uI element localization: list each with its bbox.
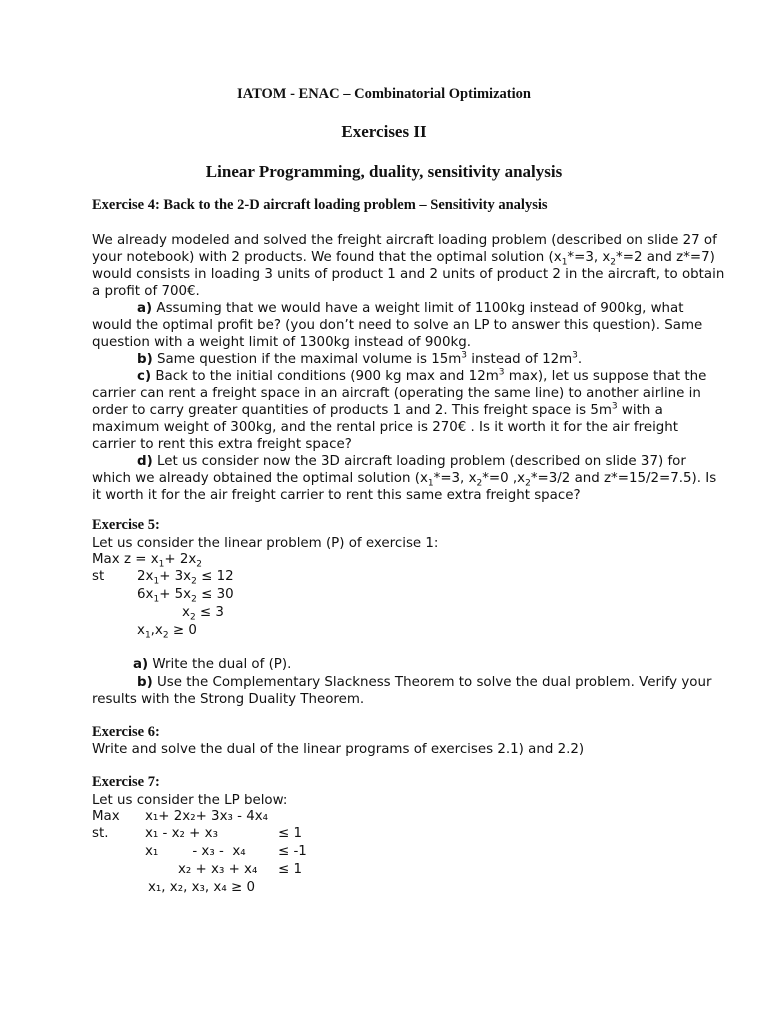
ex7-st-label: st. [92,826,109,841]
ex7-constraint-2-rhs: ≤ -1 [278,844,307,859]
exercise-5-heading: Exercise 5: [92,517,160,533]
ex7-constraint-1-rhs: ≤ 1 [278,826,302,841]
course-title: IATOM - ENAC – Combinatorial Optimization [237,86,531,102]
exercise-6-text: Write and solve the dual of the linear programs of exercises 2.1) and 2.2) [92,742,585,757]
text-line: We already modeled and solved the freight aircraft loading problem (described on slide 27 of [92,233,717,248]
text-line: would the optimal profit be? (you don’t need to solve an LP to answer this question). Same [92,318,703,333]
exercises-title: Exercises II [341,122,427,141]
ex5-constraint-1: $2x_1+ 3x_2 \le 12$ [137,569,234,587]
exercise-7-heading: Exercise 7: [92,774,160,790]
topic-title: Linear Programming, duality, sensitivity analysis [205,162,563,181]
exercise-4-subtitle: : Back to the 2-D aircraft loading problem – Sensitivity analysis [154,197,548,213]
exercise-4-body [92,232,725,504]
ex7-constraint-3: x₂ + x₃ + x₄ [178,862,258,877]
ex5-st-label: st [92,569,105,584]
question-c: c) Back to the initial conditions (900 kg max and $12m^3$ max), let us suppose that the [137,367,707,384]
text-line: maximum weight of 300kg, and the rental price is 270€ . Is it worth it for the air freight [92,420,679,435]
text-line: a profit of 700€. [92,284,200,299]
exercise-4-heading [92,197,548,214]
ex7-constraint-1: x₁ - x₂ + x₃ [145,826,218,841]
text-line: carrier can rent a freight space in an aircraft (operating the same line) to another airline in [92,386,701,401]
ex5-objective: Max $z = x_1+ 2x_2$ [92,552,203,570]
ex5-constraint-3: $x_2 \le 3$ [182,605,224,623]
ex5-nonnegativity: $x_1,x_2 \ge 0$ [137,623,197,641]
ex5-constraint-2: $6x_1+ 5x_2 \le 30$ [137,587,234,605]
question-d: d) Let us consider now the 3D aircraft loading problem (described on slide 37) for [137,454,686,469]
text-line: order to carry greater quantities of products 1 and 2. This freight space is $5m^3$ with a [92,401,663,418]
text-line: your notebook) with 2 products. We found that the optimal solution ($x_1*=3$, $x_2*=2$ and z*=7) [92,250,715,268]
text-line: which we already obtained the optimal solution ($x_1*=3$, $x_2*=0$ $,x_2*=3/2$ and z*=15/2=7.5). Is [92,471,717,489]
question-b: b) Same question if the maximal volume is $15m^3$ instead of $12m^3$. [137,350,583,367]
text-line: it worth it for the air freight carrier to rent this same extra freight space? [92,488,581,503]
ex7-constraint-3-rhs: ≤ 1 [278,862,302,877]
ex7-max-label: Max [92,809,120,824]
exercise-4-label: Exercise 4 [92,197,155,213]
question-a: a) Assuming that we would have a weight limit of 1100kg instead of 900kg, what [137,301,684,316]
ex5-question-b: b) Use the Complementary Slackness Theorem to solve the dual problem. Verify your results with the Strong Duality Theorem. [92,675,712,707]
text-line: question with a weight limit of 1300kg instead of 900kg. [92,335,471,350]
ex7-constraint-2: x₁ - x₃ - x₄ [145,844,246,859]
exercise-5-intro: Let us consider the linear problem (P) of exercise 1: [92,536,439,551]
exercise-7-intro: Let us consider the LP below: [92,793,288,808]
ex5-question-a: a) Write the dual of (P). [133,657,292,672]
text-line: carrier to rent this extra freight space? [92,437,352,452]
text-line: would consists in loading 3 units of product 1 and 2 units of product 2 in the aircraft, to obtain [92,267,725,282]
ex7-objective: x₁+ 2x₂+ 3x₃ - 4x₄ [145,809,269,824]
exercise-6-heading: Exercise 6: [92,724,160,740]
ex7-nonnegativity: x₁, x₂, x₃, x₄ ≥ 0 [148,880,255,895]
